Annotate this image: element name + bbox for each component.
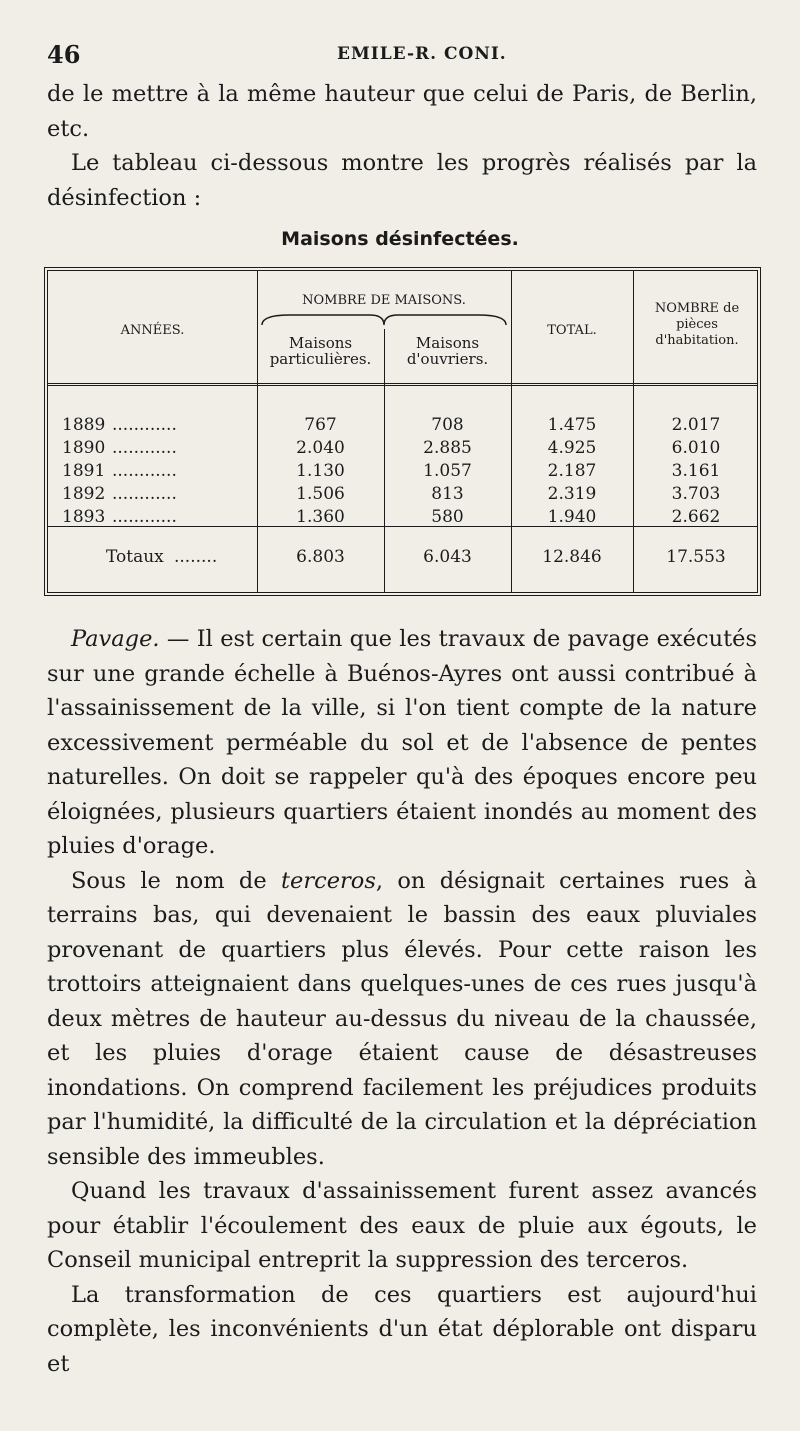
rooms-cell: 6.010	[671, 438, 721, 458]
header-rule	[48, 383, 757, 386]
rooms-cell: 2.017	[671, 415, 721, 435]
year-cell: 1892	[62, 484, 106, 504]
totals-total: 12.846	[542, 547, 602, 567]
paragraph-pavage	[47, 622, 757, 864]
paragraph-terceros	[47, 864, 757, 1175]
rooms-cell: 3.703	[671, 484, 721, 504]
year-cell: 1893	[62, 507, 106, 527]
workers-cell: 1.057	[423, 461, 472, 481]
rooms-cell: 2.662	[671, 507, 721, 527]
total-cell: 2.187	[547, 461, 597, 481]
leader-dots: ............	[112, 415, 177, 435]
header-rooms: NOMBRE de pièces d'habitation.	[654, 301, 740, 348]
header-group: NOMBRE DE MAISONS.	[302, 293, 466, 308]
total-cell: 1.475	[547, 415, 597, 435]
main-text	[47, 622, 757, 1381]
leader-dots: ............	[112, 484, 177, 504]
brace-icon	[260, 311, 508, 329]
workers-cell: 580	[431, 507, 464, 527]
terceros-term: terceros	[280, 867, 376, 894]
private-cell: 1.506	[296, 484, 345, 504]
header-years: ANNÉES.	[120, 323, 185, 338]
intro-paragraph-2: Le tableau ci-dessous montre les progrès réalisés par la désinfection :	[47, 150, 757, 211]
header-total: TOTAL.	[547, 323, 597, 338]
workers-cell: 2.885	[423, 438, 472, 458]
disinfection-table	[44, 267, 761, 596]
totals-label: Totaux	[106, 547, 164, 567]
leader-dots: ............	[112, 438, 177, 458]
total-cell: 1.940	[547, 507, 597, 527]
header-workers: Maisons d'ouvriers.	[406, 334, 489, 368]
page-number: 46	[47, 40, 81, 69]
intro-text	[47, 77, 757, 215]
running-head: EMILE-R. CONI.	[337, 44, 507, 64]
header-private: Maisons particulières.	[269, 334, 372, 368]
pavage-text: — Il est certain que les travaux de pavage exécutés sur une grande échelle à Buénos-Ayres ont aussi contribué à l'assainissement de la ville, si l'on tient compte de la nature excessivement perméable du sol et de l'absence de pentes naturelles. On doit se rappeler qu'à des époques encore peu éloignées, plusieurs quartiers étaient inondés au moment des pluies d'orage.	[47, 626, 757, 859]
private-cell: 1.360	[296, 507, 345, 527]
workers-cell: 813	[431, 484, 464, 504]
paragraph-quand: Quand les travaux d'assainissement furent assez avancés pour établir l'écoulement des eaux de pluie aux égouts, le Conseil municipal entreprit la suppression des terceros.	[47, 1178, 757, 1273]
pavage-label: Pavage.	[71, 626, 160, 652]
leader-dots: ............	[112, 507, 177, 527]
totals-workers: 6.043	[423, 547, 472, 567]
leader-dots: ............	[112, 461, 177, 481]
workers-cell: 708	[431, 415, 464, 435]
table-title: Maisons désinfectées.	[281, 228, 519, 250]
terceros-intro: Sous le nom de	[71, 867, 281, 894]
totals-private: 6.803	[296, 547, 345, 567]
private-cell: 1.130	[296, 461, 345, 481]
terceros-text: , on désignait certaines rues à terrains bas, qui devenaient le bassin des eaux pluviales provenant de quartiers plus élevés. Pour cette raison les trottoirs atteignaient dans quelques-unes de ces rues jusqu'à deux mètres de hauteur au-dessus du niveau de la chaussée, et les pluies d'orage étaient cause de désastreuses inondations. On comprend facilement les préjudices produits par l'humidité, la difficulté de la circulation et la dépréciation sensible des immeubles.	[47, 867, 757, 1170]
intro-paragraph-1: de le mettre à la même hauteur que celui de Paris, de Berlin, etc.	[47, 81, 757, 142]
rooms-cell: 3.161	[671, 461, 721, 481]
totals-rooms: 17.553	[666, 547, 726, 567]
page-header	[47, 40, 757, 70]
total-cell: 2.319	[547, 484, 597, 504]
total-cell: 4.925	[547, 438, 597, 458]
private-cell: 767	[304, 415, 337, 435]
year-cell: 1890	[62, 438, 106, 458]
paragraph-transformation: La transformation de ces quartiers est aujourd'hui complète, les inconvénients d'un état déplorable ont disparu et	[47, 1281, 757, 1377]
year-cell: 1891	[62, 461, 106, 481]
private-cell: 2.040	[296, 438, 345, 458]
year-cell: 1889	[62, 415, 106, 435]
leader-dots: ........	[174, 547, 218, 567]
